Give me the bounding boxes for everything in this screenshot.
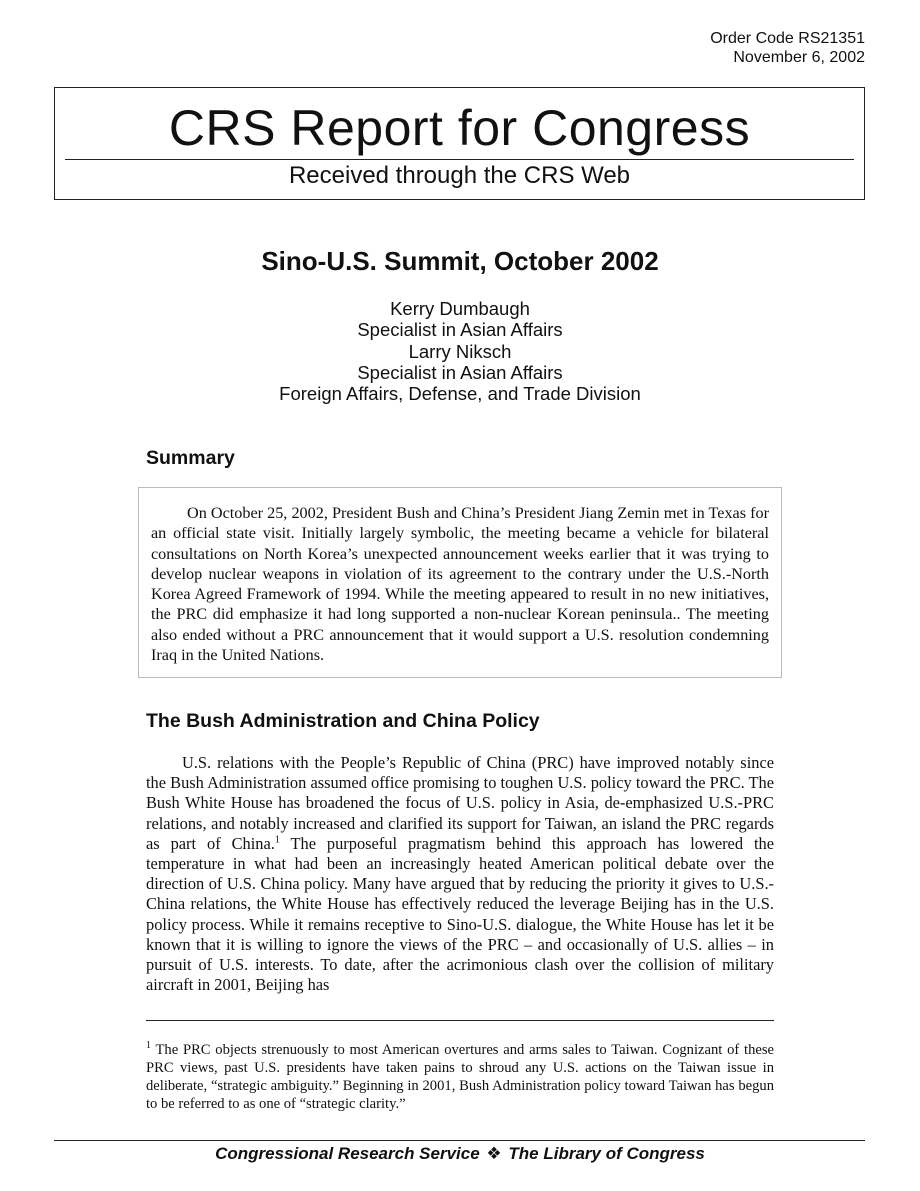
section-body xyxy=(146,753,774,995)
report-header-subtitle: Received through the CRS Web xyxy=(288,162,631,189)
report-header xyxy=(54,87,865,200)
footnote-reference[interactable]: 1 xyxy=(274,834,280,846)
author-name: Kerry Dumbaugh xyxy=(390,298,530,319)
author-title: Specialist in Asian Affairs xyxy=(357,361,563,383)
footnote-divider xyxy=(146,1020,774,1021)
order-code: Order Code RS21351 xyxy=(710,30,865,47)
diamond-icon: ❖ xyxy=(486,1144,502,1163)
author-name: Larry Niksch xyxy=(408,340,512,362)
body-text-part-1: U.S. relations with the People’s Republic of China (PRC) have improved notably since the Bush Administration assumed office promising to toughen U.S. policy toward the PRC. The Bush White House has broadened the focus of U.S. policy in Asia, de-emphasized U.S.-PRC relations, and notably increased and clarified its support for Taiwan, an island the PRC regards as part of China. xyxy=(146,753,774,853)
author-block xyxy=(0,298,920,404)
order-info xyxy=(710,29,865,67)
author-title: Specialist in Asian Affairs xyxy=(357,319,563,341)
footer-divider xyxy=(54,1140,865,1141)
footer-library: The Library of Congress xyxy=(508,1144,705,1163)
footnote xyxy=(146,1041,774,1113)
summary-text: On October 25, 2002, President Bush and China’s President Jiang Zemin met in Texas for an official state visit. Initially largely symbolic, the meeting became a vehicle for bilateral consultations on North Korea’s unexpected announcement weeks earlier that it was trying to develop nuclear weapons in violation of its agreement to the contrary under the U.S.-North Korea Agreed Framework of 1994. While the meeting appeared to result in no new initiatives, the PRC did emphasize it had long supported a non-nuclear Korean peninsula.. The meeting also ended without a PRC announcement that it would support a U.S. resolution condemning Iraq in the United Nations. xyxy=(151,504,769,664)
footnote-text: The PRC objects strenuously to most American overtures and arms sales to Taiwan. Cognizant of these PRC views, past U.S. presidents have taken pains to shroud any U.S. actions on the Taiwan issue in deliberate, “strategic ambiguity.” Beginning in 2001, Bush Administration policy toward Taiwan has begun to be referred to as one of “strategic clarity.” xyxy=(146,1042,774,1112)
section-heading: The Bush Administration and China Policy xyxy=(146,710,540,732)
order-date: November 6, 2002 xyxy=(733,49,865,66)
page-footer xyxy=(0,1143,920,1165)
document-title: Sino-U.S. Summit, October 2002 xyxy=(261,246,659,276)
header-divider xyxy=(65,159,854,160)
footer-publisher: Congressional Research Service xyxy=(215,1144,480,1163)
body-text-part-2: The purposeful pragmatism behind this approach has lowered the temperature in what had been an increasingly heated American political debate over the direction of U.S. China policy. Many have argued that by reducing the priority it gives to U.S.-China relations, the White House has effectively reduced the leverage Beijing has in the U.S. policy process. While it remains receptive to Sino-U.S. dialogue, the White House has let it be known that it is willing to ignore the views of the PRC – and occasionally of U.S. allies – in pursuit of U.S. interests. To date, after the acrimonious clash over the collision of military aircraft in 2001, Beijing has xyxy=(146,833,774,995)
report-header-title: CRS Report for Congress xyxy=(168,100,751,156)
summary-heading: Summary xyxy=(146,447,235,469)
author-division: Foreign Affairs, Defense, and Trade Division xyxy=(279,383,641,405)
footnote-mark: 1 xyxy=(146,1040,151,1052)
